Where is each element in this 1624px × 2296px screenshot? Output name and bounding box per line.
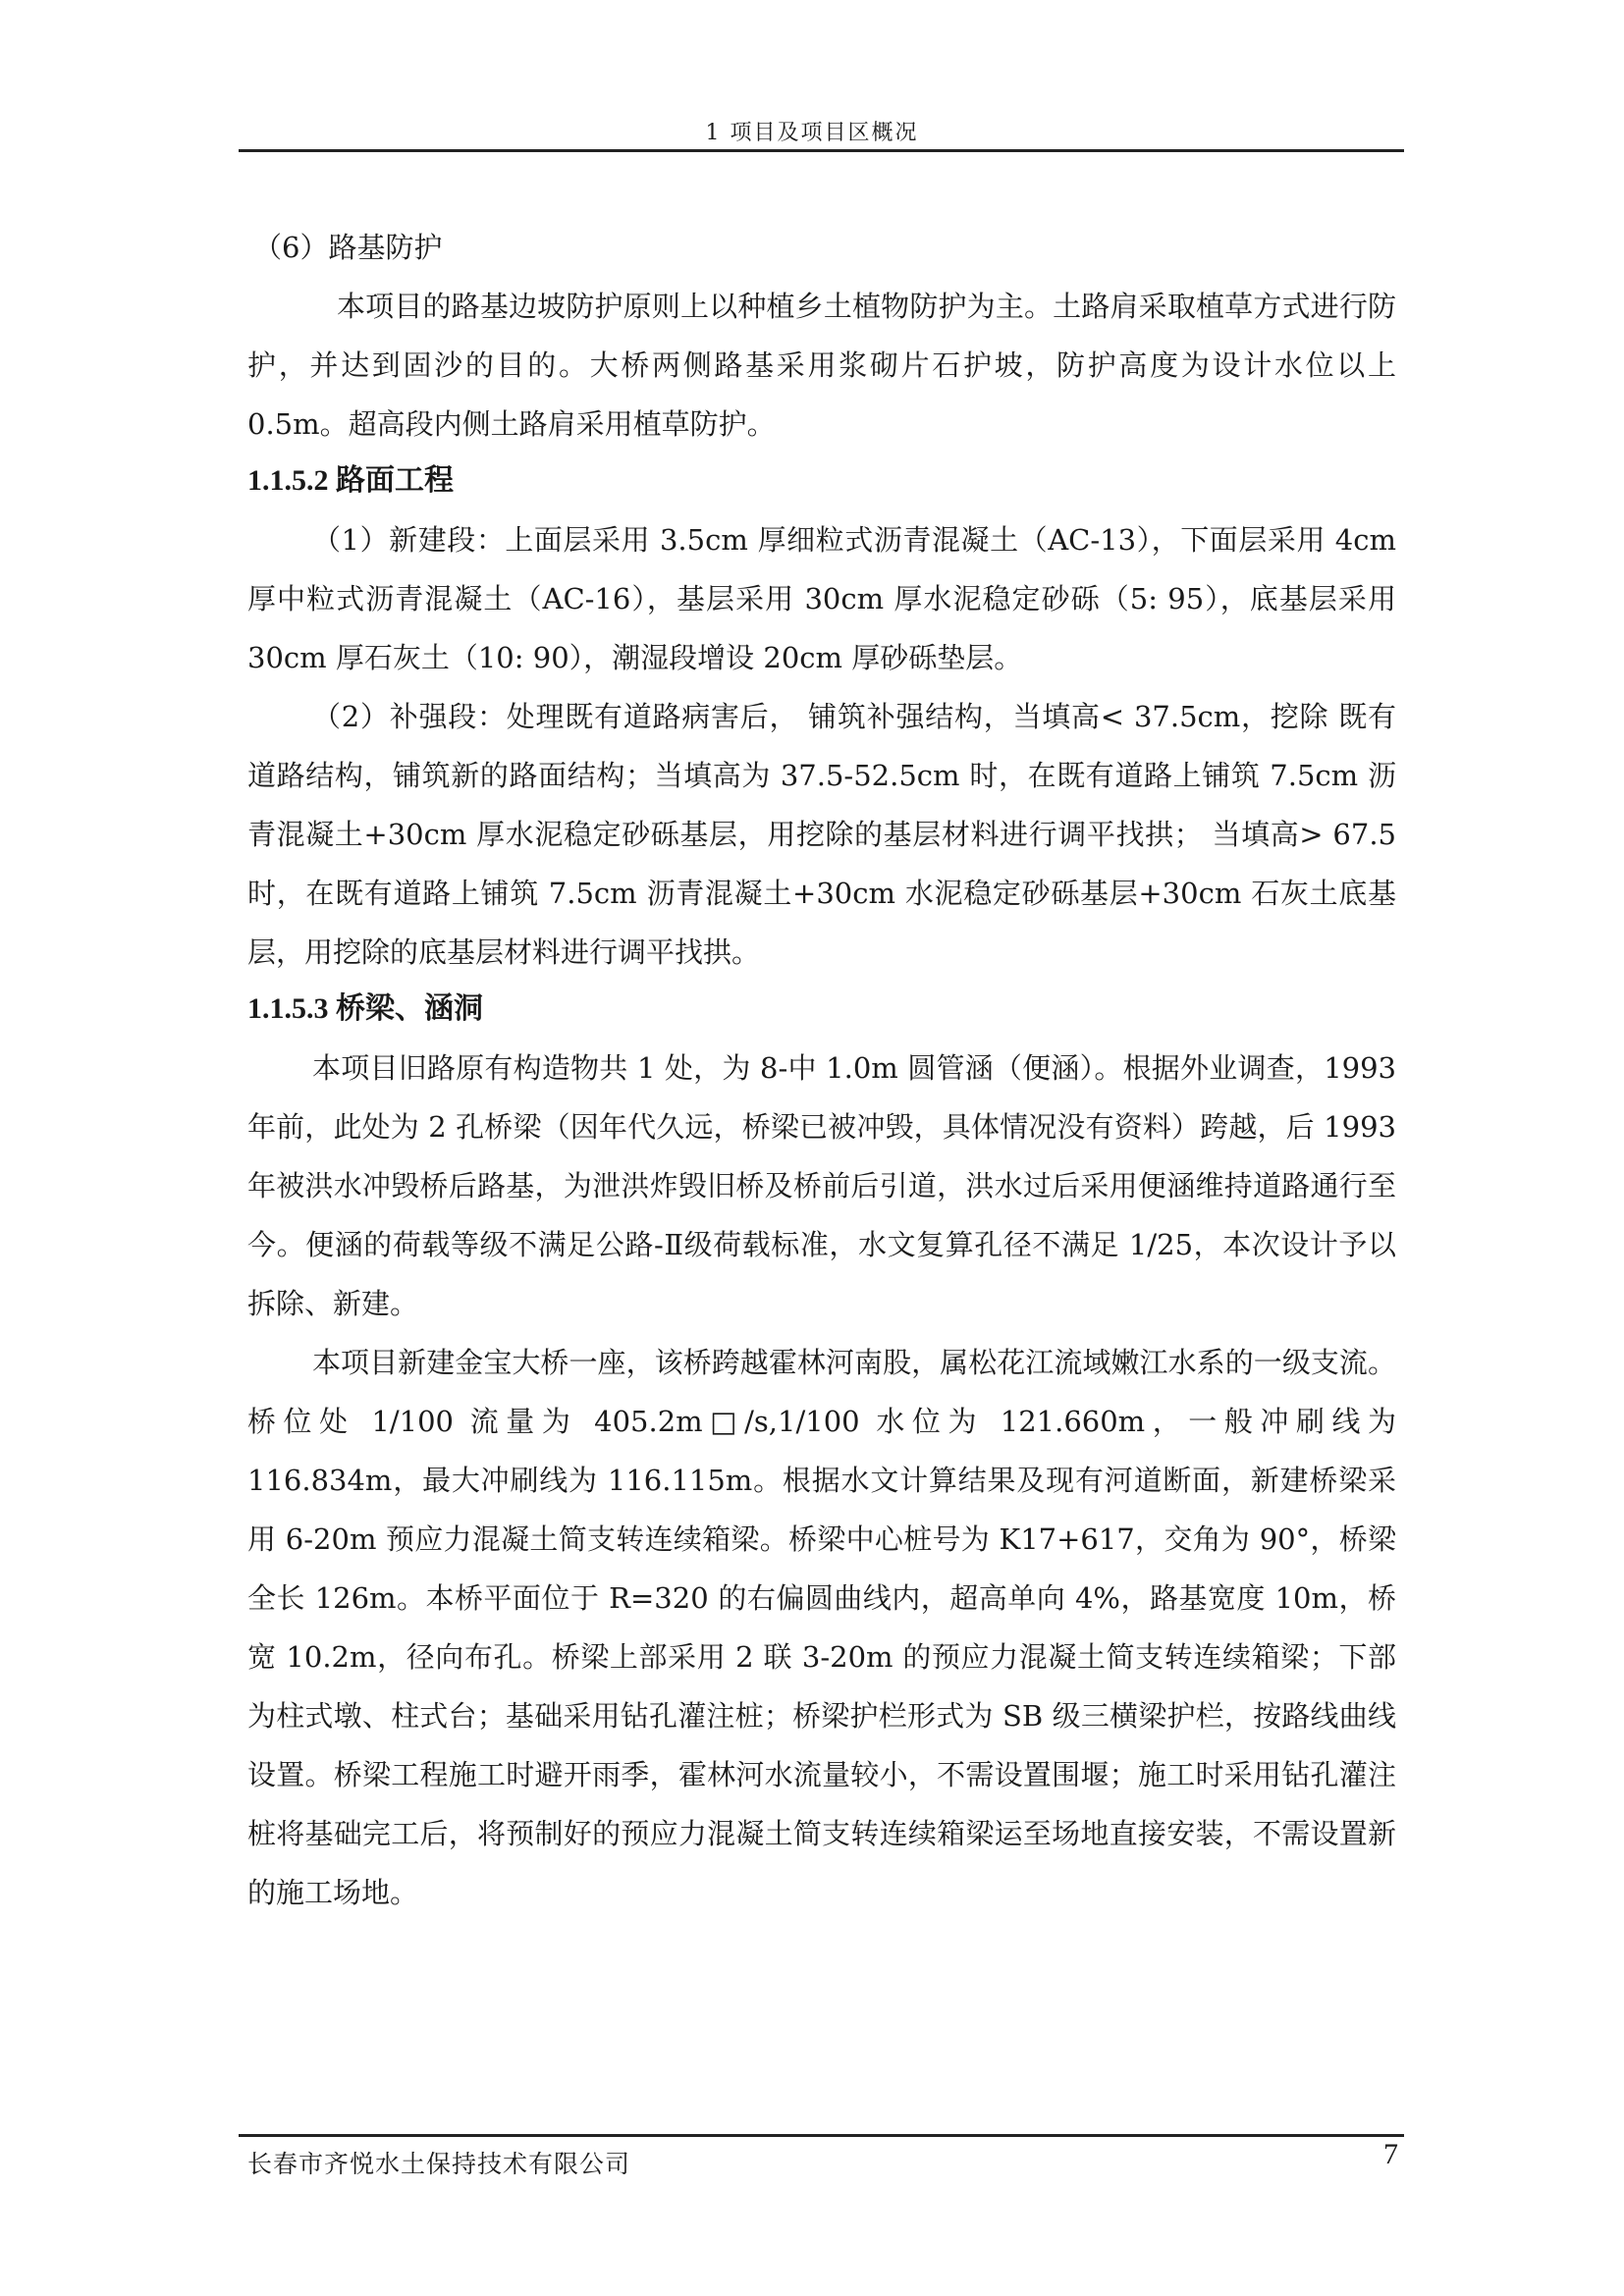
footer-company-name: 长春市齐悦水土保持技术有限公司: [247, 2150, 631, 2178]
new-bridge-paragraph: 本项目新建金宝大桥一座，该桥跨越霍林河南股，属松花江流域嫩江水系的一级支流。桥位处 1/100 流量为 405.2m□/s,1/100 水位为 121.660m，一般冲刷线为 116.834m，最大冲刷线为 116.115m。根据水文计算结果及现有河道断面，新建桥梁采用 6-20m 预应力混凝土简支转连续箱梁。桥梁中心桩号为 K17+617，交角为 90°，桥梁全长 126m。本桥平面位于 R=320 的右偏圆曲线内，超高单向 4%，路基宽度 10m，桥宽 10.2m，径向布孔。桥梁上部采用 2 联 3-20m 的预应力混凝土简支转连续箱梁；下部为柱式墩、柱式台；基础采用钻孔灌注桩；桥梁护栏形式为 SB 级三横梁护栏，按路线曲线设置。桥梁工程施工时避开雨季，霍林河水流量较小，不需设置围堰；施工时采用钻孔灌注桩将基础完工后，将预制好的预应力混凝土简支转连续箱梁运至场地直接安装，不需设置新的施工场地。: [247, 1346, 1396, 1909]
page-body: [247, 218, 1396, 1922]
subgrade-protection-title: （6）路基防护: [253, 231, 443, 264]
bridges-culverts-heading: 1.1.5.3 桥梁、涵洞: [247, 992, 483, 1025]
pavement-heading: 1.1.5.2 路面工程: [247, 464, 454, 497]
running-header: 1 项目及项目区概况: [705, 121, 919, 145]
pavement-reinforce-section-paragraph: （2）补强段：处理既有道路病害后， 铺筑补强结构，当填高< 37.5cm，挖除 既有道路结构，铺筑新的路面结构；当填高为 37.5-52.5cm 时，在既有道路上铺筑 7.5cm 沥青混凝土+30cm 厚水泥稳定砂砾基层，用挖除的基层材料进行调平找拱； 当填高> 67.5 时，在既有道路上铺筑 7.5cm 沥青混凝土+30cm 水泥稳定砂砾基层+30cm 石灰土底基层，用挖除的底基层材料进行调平找拱。: [247, 700, 1396, 969]
pavement-new-section-paragraph: （1）新建段：上面层采用 3.5cm 厚细粒式沥青混凝土（AC-13），下面层采用 4cm 厚中粒式沥青混凝土（AC-16），基层采用 30cm 厚水泥稳定砂砾（5: 95），底基层采用 30cm 厚石灰土（10: 90），潮湿段增设 20cm 厚砂砾垫层。: [247, 523, 1396, 674]
page-number: 7: [1383, 2138, 1398, 2170]
existing-structures-paragraph: 本项目旧路原有构造物共 1 处，为 8-中 1.0m 圆管涵（便涵）。根据外业调查，1993 年前，此处为 2 孔桥梁（因年代久远，桥梁已被冲毁，具体情况没有资料）跨越，后 1993 年被洪水冲毁桥后路基，为泄洪炸毁旧桥及桥前后引道，洪水过后采用便涵维持道路通行至今。便涵的荷载等级不满足公路-Ⅱ级荷载标准，水文复算孔径不满足 1/25，本次设计予以拆除、新建。: [247, 1051, 1396, 1320]
footer-divider: [239, 2134, 1404, 2137]
subgrade-protection-paragraph: 本项目的路基边坡防护原则上以种植乡土植物防护为主。土路肩采取植草方式进行防护，并达到固沙的目的。大桥两侧路基采用浆砌片石护坡，防护高度为设计水位以上 0.5m。超高段内侧土路肩采用植草防护。: [247, 290, 1396, 441]
header-divider: [239, 149, 1404, 152]
